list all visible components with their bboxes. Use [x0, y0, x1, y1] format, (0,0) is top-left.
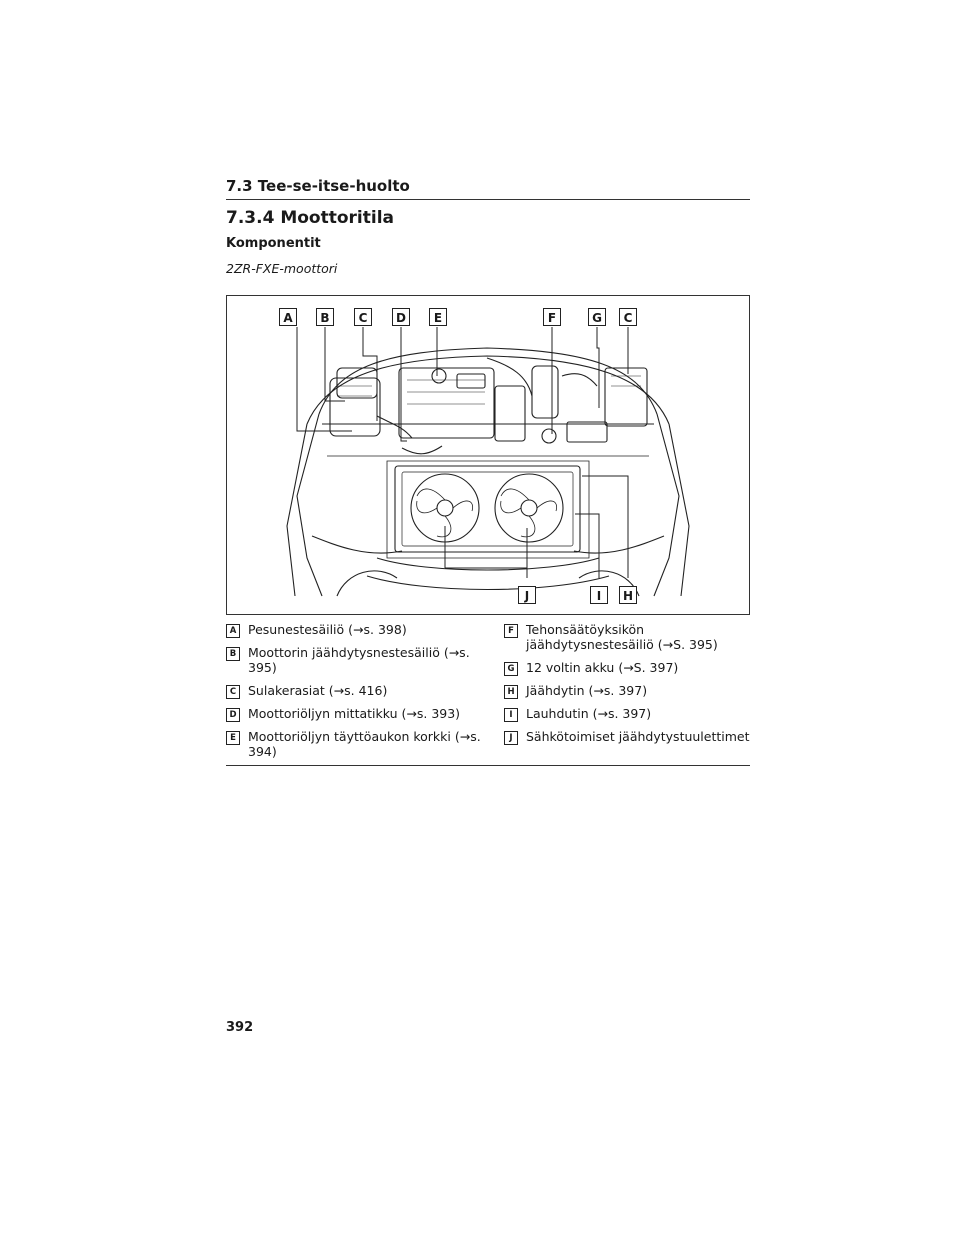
legend-text: Moottorin jäähdytysnestesäiliö (→s. 395) [248, 645, 470, 675]
legend-item [226, 683, 486, 698]
legend-key: H [504, 685, 518, 699]
subtitle: Komponentit [226, 236, 321, 251]
legend-text: Sulakerasiat (→s. 416) [248, 683, 388, 698]
figure-label-g: G [588, 308, 606, 326]
legend-text: Sähkötoimiset jäähdytystuulettimet [526, 729, 750, 744]
legend-item [504, 622, 750, 652]
figure-label-f: F [543, 308, 561, 326]
legend-item [226, 645, 486, 675]
figure-label-h: H [619, 586, 637, 604]
legend-item [226, 622, 486, 637]
legend-item [226, 729, 486, 759]
figure-label-c: C [354, 308, 372, 326]
legend-text: Jäähdytin (→s. 397) [526, 683, 648, 698]
legend-text: Tehonsäätöyksikön jäähdytysnestesäiliö (→S. 395) [526, 622, 718, 652]
legend-text: 12 voltin akku (→S. 397) [526, 660, 679, 675]
figure-label-d: D [392, 308, 410, 326]
component-legend [226, 622, 750, 766]
legend-item [504, 683, 750, 698]
legend-item [226, 706, 486, 721]
page-number: 392 [226, 1020, 254, 1035]
engine-bay-illustration [227, 296, 749, 614]
legend-text: Moottoriöljyn täyttöaukon korkki (→s. 394) [248, 729, 481, 759]
legend-key: F [504, 624, 518, 638]
legend-column-right [504, 622, 750, 752]
page-title: 7.3.4 Moottoritila [226, 208, 394, 228]
legend-column-left [226, 622, 486, 767]
legend-key: D [226, 708, 240, 722]
legend-key: G [504, 662, 518, 676]
figure-label-j: J [518, 586, 536, 604]
legend-key: A [226, 624, 240, 638]
figure-label-a: A [279, 308, 297, 326]
legend-key: J [504, 731, 518, 745]
figure-label-c2: C [619, 308, 637, 326]
figure-label-b: B [316, 308, 334, 326]
figure-label-e: E [429, 308, 447, 326]
legend-key: B [226, 647, 240, 661]
legend-text: Moottoriöljyn mittatikku (→s. 393) [248, 706, 461, 721]
legend-text: Pesunestesäiliö (→s. 398) [248, 622, 407, 637]
section-header: 7.3 Tee-se-itse-huolto [226, 177, 750, 200]
figure-label-i: I [590, 586, 608, 604]
legend-key: C [226, 685, 240, 699]
legend-text: Lauhdutin (→s. 397) [526, 706, 652, 721]
legend-key: E [226, 731, 240, 745]
legend-item [504, 729, 750, 744]
engine-bay-figure [226, 295, 750, 615]
legend-item [504, 660, 750, 675]
legend-item [504, 706, 750, 721]
engine-type: 2ZR-FXE-moottori [226, 261, 338, 276]
legend-key: I [504, 708, 518, 722]
